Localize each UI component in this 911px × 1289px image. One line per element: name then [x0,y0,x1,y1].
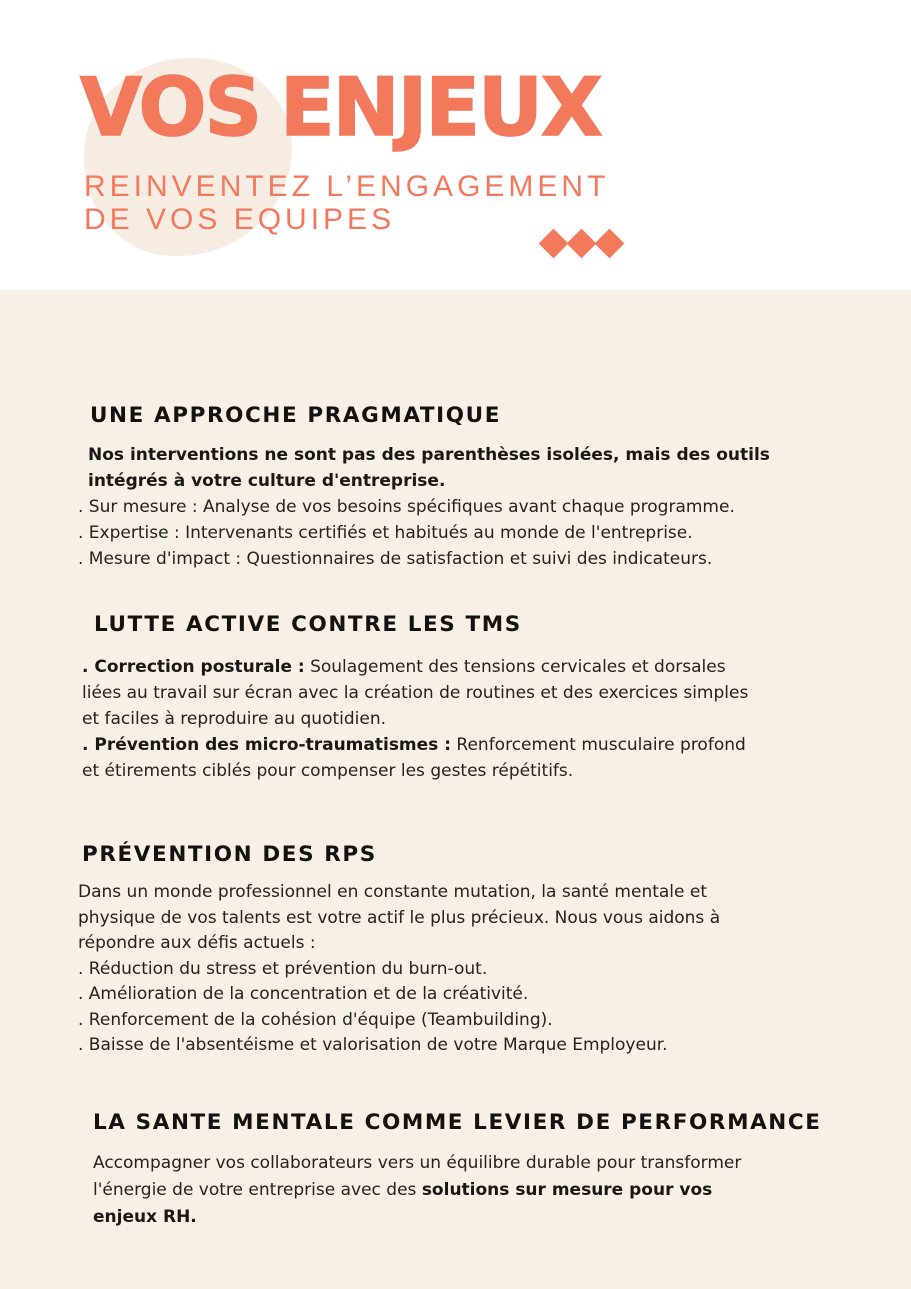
paragraph-line: Dans un monde professionnel en constante mutation, la santé mentale et [78,882,708,902]
section-body [78,880,720,1059]
intro-line: intégrés à votre culture d'entreprise. [88,471,446,491]
subtitle-line-1: REINVENTEZ L’ENGAGEMENT [84,170,610,203]
paragraph-line: l'énergie de votre entreprise avec des solutions sur mesure pour vos [93,1180,713,1200]
section-body [78,442,770,572]
paragraph-line: enjeux RH. [93,1207,197,1227]
section-prevention-des-rps [78,842,720,1059]
section-heading: LUTTE ACTIVE CONTRE LES TMS [94,612,522,637]
paragraph-line: physique de vos talents est votre actif le plus précieux. Nous vous aidons à [78,907,721,928]
bullet-item: . Correction posturale : Soulagement des tensions cervicales et dorsales [82,657,726,677]
paragraph-line: Accompagner vos collaborateurs vers un équilibre durable pour transformer [93,1153,742,1173]
bullet-item: . Sur mesure : Analyse de vos besoins spécifiques avant chaque programme. [78,497,735,517]
paragraph-line: répondre aux défis actuels : [78,933,316,953]
bullet-item: . Amélioration de la concentration et de la créativité. [78,984,529,1004]
intro-line: Nos interventions ne sont pas des parenthèses isolées, mais des outils [88,445,770,465]
bullet-item: . Renforcement de la cohésion d'équipe (Teambuilding). [78,1009,553,1030]
section-sante-mentale-levier-performance [93,1110,822,1231]
hero-header [0,0,911,290]
diamonds-decoration [543,233,627,254]
section-heading: UNE APPROCHE PRAGMATIQUE [90,403,502,428]
page-subtitle [84,170,609,236]
page-title: VOS ENJEUX [80,61,601,154]
subtitle-line-2: DE VOS EQUIPES [84,203,396,236]
body-line: liées au travail sur écran avec la création de routines et des exercices simples [82,683,749,703]
section-heading: PRÉVENTION DES RPS [82,842,377,867]
section-heading: LA SANTE MENTALE COMME LEVIER DE PERFORMANCE [93,1110,822,1135]
body-line: et étirements ciblés pour compenser les gestes répétitifs. [82,761,574,781]
section-une-approche-pragmatique [78,403,770,572]
diamond-icon [539,229,569,259]
bullet-item: . Expertise : Intervenants certifiés et habitués au monde de l'entreprise. [78,523,693,543]
section-body [82,654,748,784]
section-lutte-active-contre-les-tms [82,612,748,784]
bullet-item: . Mesure d'impact : Questionnaires de satisfaction et suivi des indicateurs. [78,549,713,569]
diamond-icon [567,229,597,259]
bullet-item: . Baisse de l'absentéisme et valorisation de votre Marque Employeur. [78,1035,668,1055]
diamond-icon [595,229,625,259]
bullet-item: . Prévention des micro-traumatismes : Renforcement musculaire profond [82,735,746,755]
bullet-item: . Réduction du stress et prévention du burn-out. [78,958,488,979]
section-body [93,1150,822,1231]
body-line: et faciles à reproduire au quotidien. [82,709,387,729]
